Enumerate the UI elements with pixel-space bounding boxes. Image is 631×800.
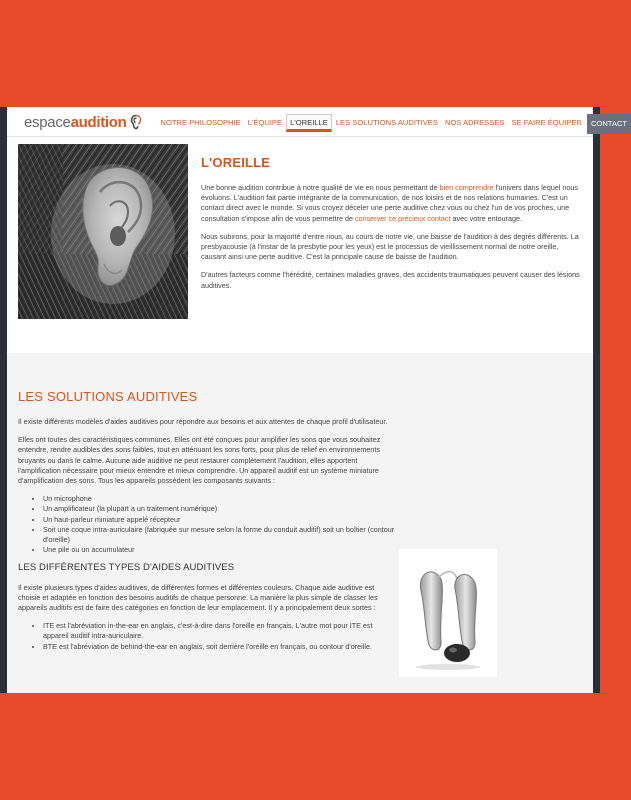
text-span: avec votre entourage. (450, 213, 523, 223)
solutions-section (7, 353, 593, 693)
nav-item-solutions-auditives[interactable]: LES SOLUTIONS AUDITIVES (335, 118, 438, 127)
oreille-paragraph-3: D'autres facteurs comme l'hérédité, certaines maladies graves, des accidents traumatiques peuvent causer des lésions auditives. (201, 270, 580, 290)
nav-item-adresses[interactable]: NOS ADRESSES (444, 118, 505, 127)
logo-text-espace: espace (24, 113, 71, 131)
list-item: • Un haut-parleur miniature appelé récepteur (43, 515, 398, 525)
list-item: • ITE est l'abréviation in-the-ear en anglais, c'est-à-dire dans l'oreille en français. L'autre mot pour ITE est appareil auditif intra-auriculaire. (43, 621, 398, 641)
nav-item-oreille[interactable]: L'OREILLE (286, 114, 333, 132)
main-nav (157, 114, 631, 136)
solutions-paragraph-3: Il existe plusieurs types d'aides auditives, de différentes formes et différentes couleurs. Chaque aide auditive est choisie et adaptée en fonction des besoins auditifs de chaque personne. La manière la plus simple de classer les appareils auditifs est de faire des catégories en fonction de leur emplacement. Il y a principalement deux sortes : (18, 582, 378, 613)
website (7, 107, 628, 693)
oreille-paragraph-1 (201, 183, 583, 224)
site-header (7, 107, 628, 137)
types-subtitle: LES DIFFÉRENTES TYPES D'AIDES AUDITIVES (18, 562, 235, 574)
solutions-paragraph-1: Il existe différents modèles d'aides auditives pour répondre aux besoins et aux attentes de chaque profil d'utilisateur. (18, 417, 388, 426)
oreille-paragraph-2: Nous subirons, pour la majorité d'entre nous, au cours de notre vie, une baisse de l'audition à des degrés différents. La presbyacousie (à l'instar de la presbytie pour les yeux) est le processus de vieillissement normal de notre oreille, causant ainsi une perte auditive. C'est la principale cause de baisse de l'audition. (201, 231, 579, 262)
ear-logo-icon (130, 114, 142, 130)
link-conserver-contact[interactable]: conserver ce précieux contact (355, 213, 451, 223)
logo-text-audition: audition (70, 113, 127, 131)
solutions-paragraph-2: Elles ont toutes des caractéristiques communes. Elles ont été conçues pour amplifier les sons que vous souhaitez entendre, rendre audibles des sons faibles, tout en atténuant les sons forts, pour plus de relief en environnements bruyants ou dans le calme. Aucune aide auditive ne peut restaurer complètement l'audition, elles apportent l'amplification nécessaire pour mieux entendre et mieux comprendre. Un appareil auditif est un système miniature d'amplification des sons. Tous les appareils possèdent les composants suivants : (18, 435, 381, 486)
list-item: • Un amplificateur (la plupart a un traitement numérique) (43, 504, 398, 514)
list-item: • Une pile ou un accumulateur (43, 545, 398, 555)
text-span: l'univers dans lequel nous évoluons. L'audition fait partie intégrante de la communication, de nos loisirs et de nos relations humaines. C'est un contact direct avec le monde. Si vous croyez déceler une perte auditive chez vous ou chez l'un de vos proches, une consultation s'impose afin de vous permettre de (201, 183, 578, 223)
browser-page (0, 107, 628, 693)
hearing-aid-photo (399, 549, 497, 677)
nav-item-philosophie[interactable]: NOTRE PHILOSOPHIE (160, 118, 241, 127)
ear-photo (18, 144, 188, 319)
oreille-title: L'OREILLE (201, 155, 271, 170)
list-item: • BTE est l'abréviation de behind-the-ear en anglais, soit derrière l'oreille en français, ou contour d'oreille. (43, 642, 398, 652)
components-list (18, 494, 398, 555)
nav-item-se-faire-equiper[interactable]: SE FAIRE ÉQUIPER (511, 118, 582, 127)
text-span: Une bonne audition contribue à notre qualité de vie en nous permettant de (201, 183, 440, 192)
list-item: • Un microphone (43, 494, 398, 504)
oreille-text (201, 183, 583, 299)
solutions-title: LES SOLUTIONS AUDITIVES (18, 389, 198, 404)
types-list (18, 621, 398, 652)
oreille-section (7, 137, 593, 353)
solutions-body (18, 417, 398, 660)
logo[interactable] (24, 113, 142, 131)
nav-item-contact[interactable]: CONTACT (587, 114, 630, 134)
nav-item-equipe[interactable]: L'ÉQUIPE (247, 118, 283, 127)
list-item: • Soit une coque intra-auriculaire (fabriquée sur mesure selon la forme du conduit auditif) soit un boîtier (contour d'oreille) (43, 525, 398, 545)
link-bien-comprendre[interactable]: bien comprendre (439, 183, 494, 192)
